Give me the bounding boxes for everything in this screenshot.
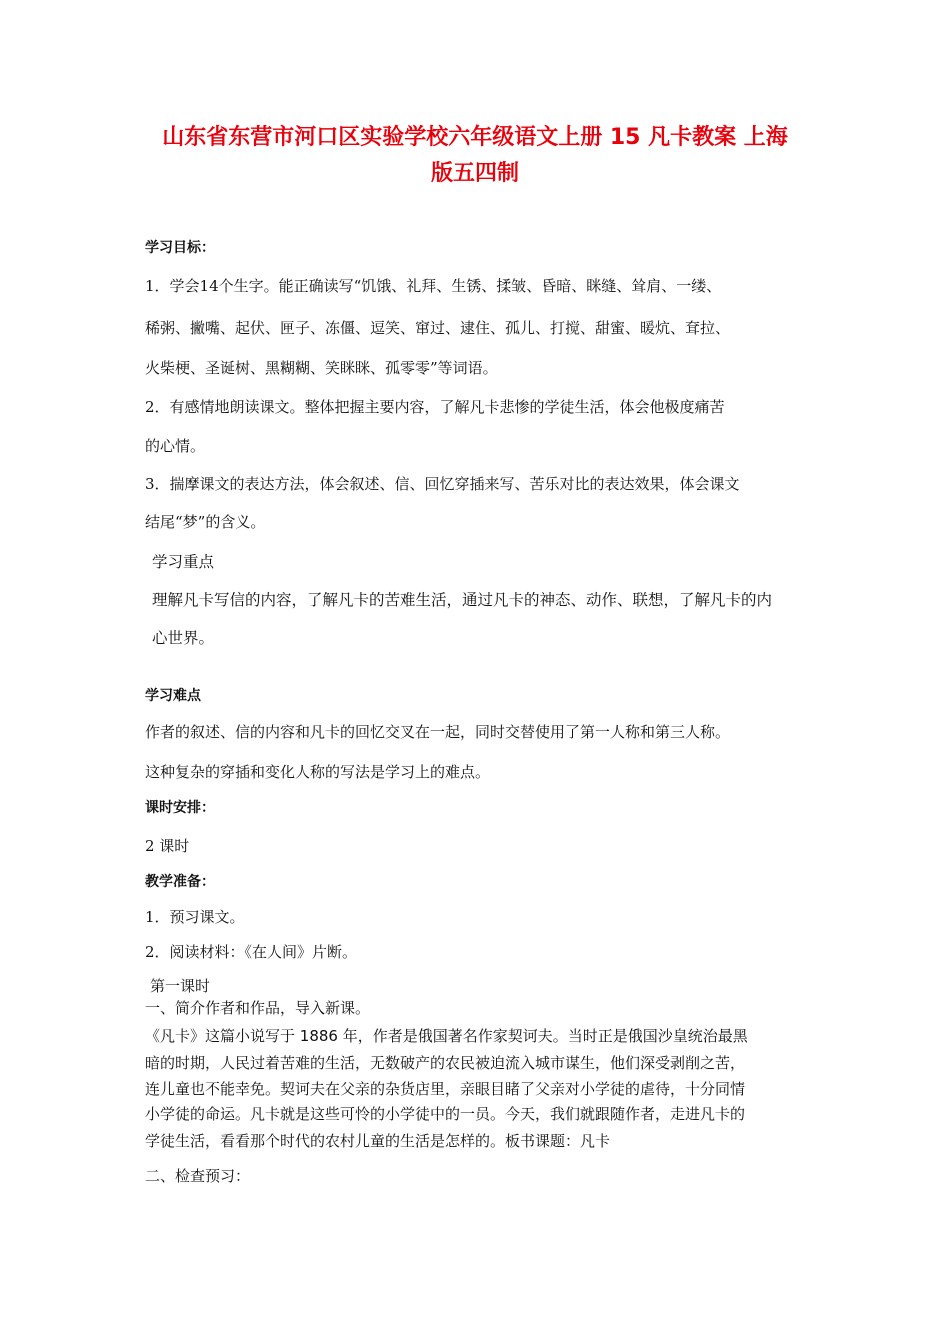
schedule-value: 2 课时 bbox=[145, 837, 190, 855]
preparation-item-2: 2．阅读材料：《在人间》片断。 bbox=[145, 943, 358, 961]
objective-2-line1: 2．有感情地朗读课文。整体把握主要内容，了解凡卡悲惨的学徒生活，体会他极度痛苦 bbox=[145, 398, 725, 416]
lesson1-heading: 第一课时 bbox=[150, 977, 211, 995]
section2-heading: 二、检查预习： bbox=[145, 1167, 251, 1185]
objective-1-line2: 稀粥、撇嘴、起伏、匣子、冻僵、逗笑、窜过、逮住、孤儿、打搅、甜蜜、暖炕、耷拉、 bbox=[145, 319, 731, 337]
objective-3-line2: 结尾“梦”的含义。 bbox=[145, 513, 266, 531]
key-points-heading: 学习重点 bbox=[152, 553, 215, 571]
key-points-line1: 理解凡卡写信的内容，了解凡卡的苦难生活，通过凡卡的神态、动作、联想，了解凡卡的内 bbox=[152, 591, 773, 609]
preparation-item-1: 1．预习课文。 bbox=[145, 908, 245, 926]
objective-1-line1: 1．学会14个生字。能正确读写“饥饿、礼拜、生锈、揉皱、昏暗、眯缝、耸肩、一缕、 bbox=[145, 277, 722, 295]
lesson1-paragraph-line3: 连儿童也不能幸免。契诃夫在父亲的杂货店里，亲眼目睹了父亲对小学徒的虐待，十分同情 bbox=[145, 1080, 746, 1098]
objectives-heading: 学习目标： bbox=[145, 240, 215, 256]
document-title-line1: 山东省东营市河口区实验学校六年级语文上册 15 凡卡教案 上海 bbox=[162, 125, 788, 150]
lesson1-paragraph-line4: 小学徒的命运。凡卡就是这些可怜的小学徒中的一员。今天，我们就跟随作者，走进凡卡的 bbox=[145, 1105, 746, 1123]
objective-3-line1: 3．揣摩课文的表达方法，体会叙述、信、回忆穿插来写、苦乐对比的表达效果，体会课文 bbox=[145, 475, 740, 493]
objective-2-line2: 的心情。 bbox=[145, 437, 206, 455]
lesson1-paragraph-line5: 学徒生活，看看那个时代的农村儿童的生活是怎样的。板书课题：凡卡 bbox=[145, 1132, 611, 1150]
lesson1-paragraph-line1: 《凡卡》这篇小说写于 1886 年，作者是俄国著名作家契诃夫。当时正是俄国沙皇统治最黑 bbox=[145, 1027, 748, 1045]
difficulties-line2: 这种复杂的穿插和变化人称的写法是学习上的难点。 bbox=[145, 763, 491, 781]
preparation-heading: 教学准备： bbox=[145, 874, 215, 890]
difficulties-heading: 学习难点 bbox=[145, 688, 201, 704]
difficulties-line1: 作者的叙述、信的内容和凡卡的回忆交叉在一起，同时交替使用了第一人称和第三人称。 bbox=[145, 723, 731, 741]
objective-1-line3: 火柴梗、圣诞树、黑糊糊、笑眯眯、孤零零”等词语。 bbox=[145, 359, 498, 377]
schedule-heading: 课时安排： bbox=[145, 800, 215, 816]
lesson1-section1: 一、简介作者和作品，导入新课。 bbox=[145, 999, 371, 1017]
lesson1-paragraph-line2: 暗的时期，人民过着苦难的生活，无数破产的农民被迫流入城市谋生，他们深受剥削之苦， bbox=[145, 1054, 746, 1072]
document-title-line2: 版五四制 bbox=[430, 161, 519, 186]
key-points-line2: 心世界。 bbox=[152, 629, 215, 647]
